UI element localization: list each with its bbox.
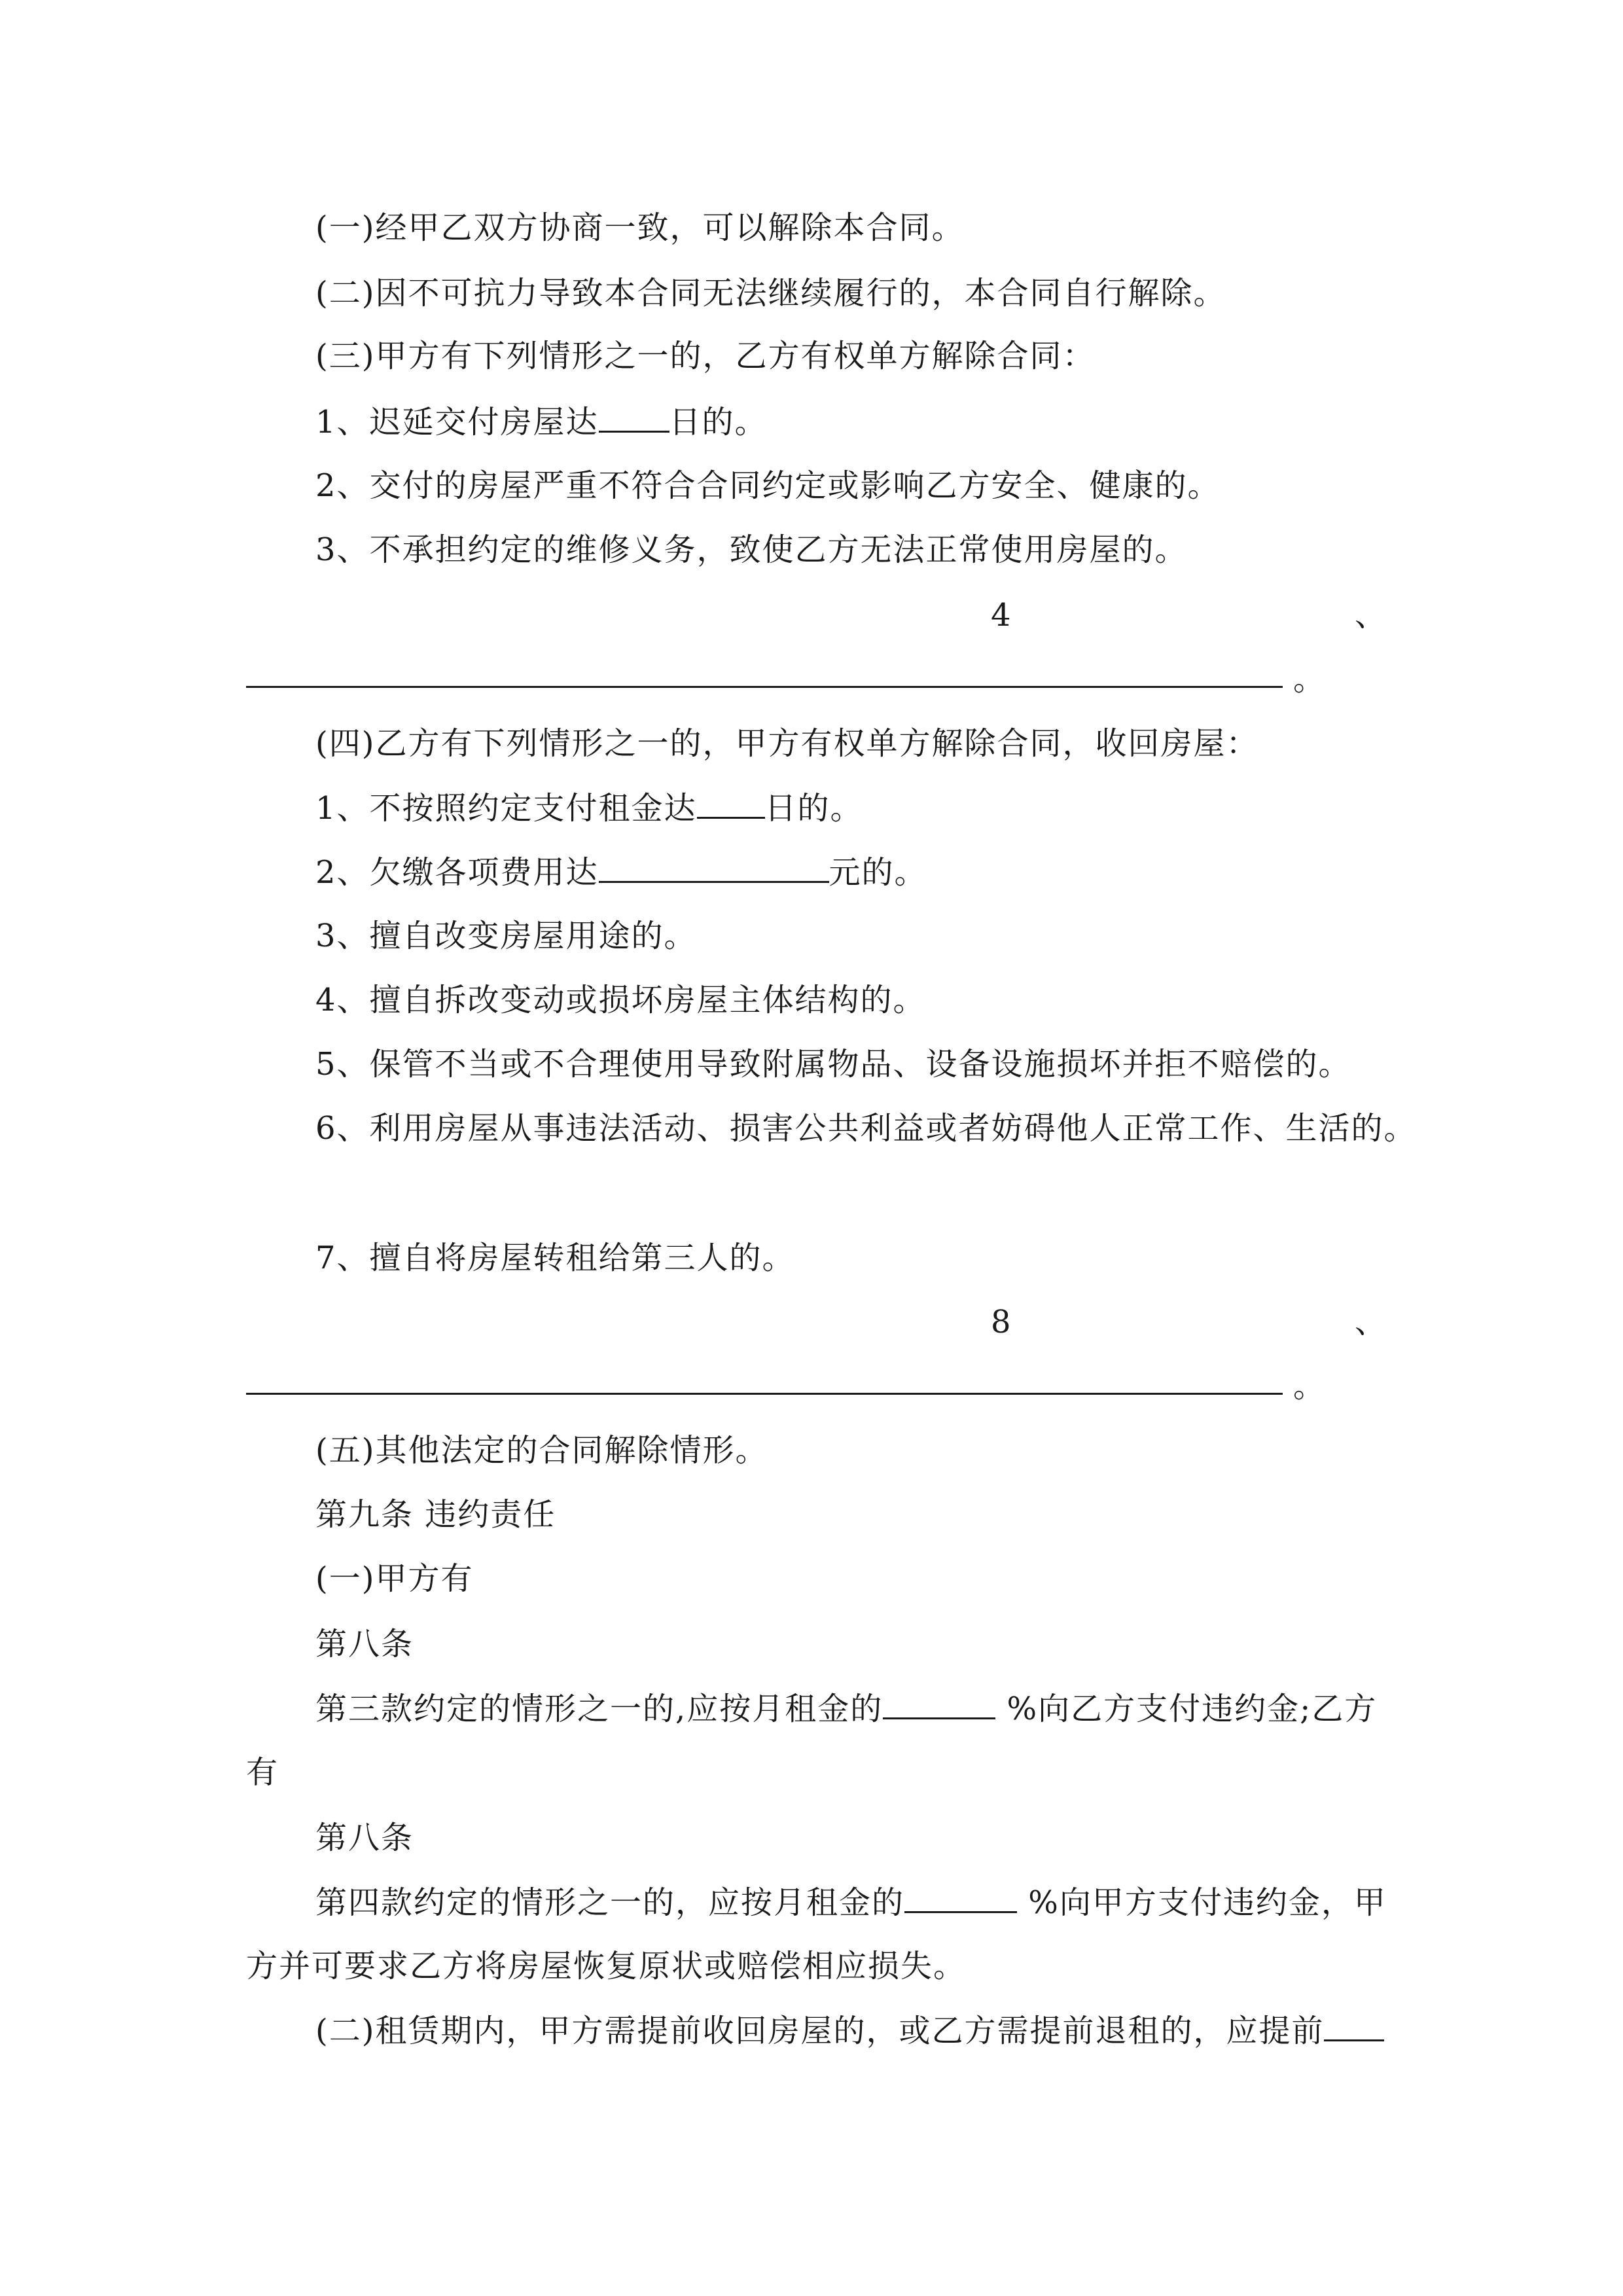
clause-b-item-6: 6、利用房屋从事违法活动、损害公共利益或者妨碍他人正常工作、生活的。	[315, 1110, 1417, 1147]
fill-in-blank	[599, 852, 829, 883]
liability-a-intro: (一)甲方有	[315, 1560, 474, 1597]
fill-in-blank	[883, 1689, 995, 1719]
liability-b-intro: 有	[246, 1754, 279, 1791]
clause-party-a-conditions: (三)甲方有下列情形之一的，乙方有权单方解除合同：	[315, 338, 1096, 374]
clause-a-item-1: 1、迟延交付房屋达 日的。	[315, 402, 768, 442]
clause-a-item-4-number: 4	[991, 597, 1011, 634]
liability-b-text: 第四款约定的情形之一的，应按月租金的 %向甲方支付违约金，甲	[315, 1882, 1387, 1922]
clause-b-item-7: 7、擅自将房屋转租给第三人的。	[315, 1240, 795, 1276]
clause-party-b-conditions: (四)乙方有下列情形之一的，甲方有权单方解除合同，收回房屋：	[315, 725, 1259, 762]
fill-in-line	[246, 1393, 1283, 1395]
clause-b-item-2: 2、欠缴各项费用达 元的。	[315, 852, 927, 892]
clause-b-item-5: 5、保管不当或不合理使用导致附属物品、设备设施损坏并拒不赔偿的。	[315, 1046, 1351, 1083]
article-eight-ref-1: 第八条	[315, 1626, 414, 1662]
clause-termination-2: (二)因不可抗力导致本合同无法继续履行的，本合同自行解除。	[315, 275, 1226, 312]
clause-b-item-4: 4、擅自拆改变动或损坏房屋主体结构的。	[315, 982, 926, 1018]
article-nine-heading: 第九条 违约责任	[315, 1496, 556, 1533]
clause-a-item-4-separator: 、	[1355, 597, 1387, 634]
clause-b-item-3: 3、擅自改变房屋用途的。	[315, 918, 697, 954]
clause-b-item-1: 1、不按照约定支付租金达 日的。	[315, 788, 863, 828]
clause-a-item-3: 3、不承担约定的维修义务，致使乙方无法正常使用房屋的。	[315, 531, 1188, 568]
fill-in-blank	[904, 1882, 1017, 1913]
fill-in-blank	[1324, 2011, 1384, 2041]
liability-b-text-cont: 方并可要求乙方将房屋恢复原状或赔偿相应损失。	[246, 1948, 967, 1984]
fill-in-blank	[697, 788, 765, 819]
clause-b-item-8-end: 。	[1293, 1368, 1325, 1405]
clause-b-item-8-separator: 、	[1355, 1304, 1387, 1340]
clause-termination-1: (一)经甲乙双方协商一致，可以解除本合同。	[315, 209, 965, 246]
fill-in-line	[246, 686, 1283, 688]
liability-a-text: 第三款约定的情形之一的,应按月租金的 %向乙方支付违约金;乙方	[315, 1689, 1377, 1729]
clause-b-item-8-number: 8	[991, 1304, 1011, 1340]
clause-a-item-2: 2、交付的房屋严重不符合合同约定或影响乙方安全、健康的。	[315, 467, 1221, 504]
liability-early-termination: (二)租赁期内，甲方需提前收回房屋的，或乙方需提前退租的，应提前	[315, 2011, 1384, 2051]
article-eight-ref-2: 第八条	[315, 1820, 414, 1856]
clause-other-termination: (五)其他法定的合同解除情形。	[315, 1432, 768, 1469]
clause-a-item-4-end: 。	[1293, 661, 1325, 698]
fill-in-blank	[599, 402, 669, 433]
